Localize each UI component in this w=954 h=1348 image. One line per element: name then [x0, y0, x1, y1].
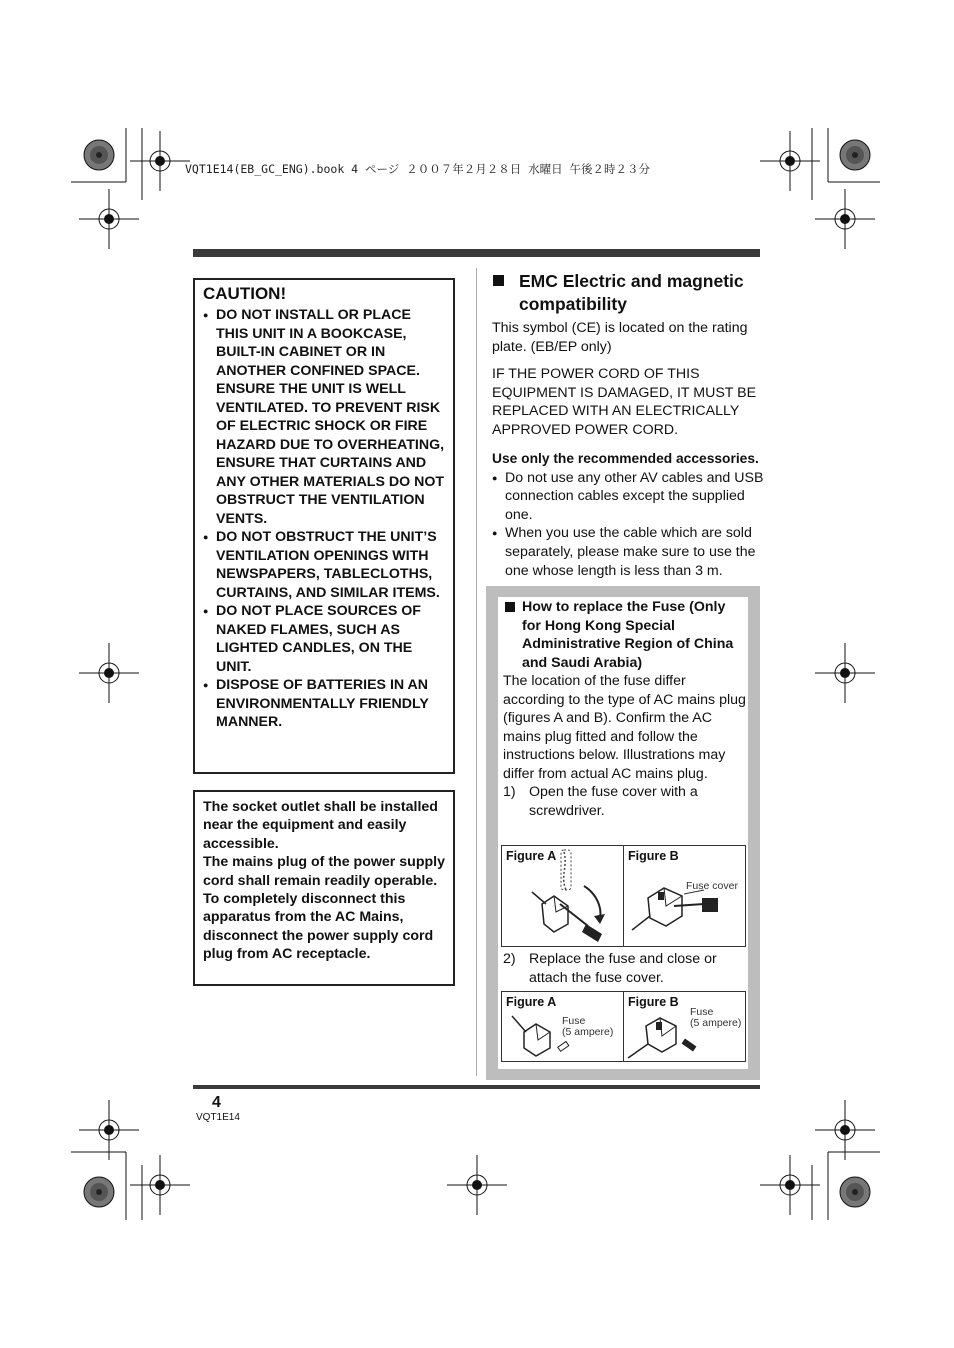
fuse-intro: The location of the fuse differ according to the type of AC mains plug (figures A and B). Confirm the AC mains plug fitted and follow the instructions below. Illustrations may differ from actual AC mains plug.	[503, 673, 746, 782]
column-divider	[476, 268, 477, 1076]
page-number: 4	[212, 1094, 221, 1111]
figure-row-open-cover	[501, 845, 746, 947]
fuse-label: Fuse	[562, 1015, 586, 1027]
step-text: Open the fuse cover with a screwdriver.	[529, 784, 698, 819]
step-text: Replace the fuse and close or attach the fuse cover.	[529, 951, 717, 986]
socket-notice-box	[193, 790, 455, 986]
figure-a-open	[502, 846, 623, 946]
square-bullet-icon	[493, 275, 504, 286]
figure-label: Figure B	[628, 849, 679, 863]
emc-title-text: EMC Electric and magnetic compatibility	[519, 271, 744, 314]
accessories-item: ● Do not use any other AV cables and USB connection cables except the supplied one.	[492, 469, 764, 525]
accessories-section	[492, 450, 764, 580]
socket-line: The mains plug of the power supply cord shall remain readily operable.	[203, 854, 445, 889]
socket-line: To completely disconnect this apparatus from the AC Mains, disconnect the power supply cord plug from AC receptacle.	[203, 891, 434, 963]
plug-fuse-b-illustration	[624, 992, 746, 1062]
plug-fuse-illustration	[502, 992, 622, 1062]
emc-heading	[493, 270, 763, 316]
caution-item: ● DO NOT INSTALL OR PLACE THIS UNIT IN A BOOKCASE, BUILT-IN CABINET OR IN ANOTHER CONFINED SPACE. ENSURE THE UNIT IS WELL VENTILATED. TO PREVENT RISK OF ELECTRIC SHOCK OR FIRE HAZARD DUE TO OVERHEATING, ENSURE THAT CURTAINS AND ANY OTHER MATERIALS DO NOT OBSTRUCT THE VENTILATION VENTS.	[203, 306, 445, 528]
fuse-title	[503, 598, 748, 672]
accessories-item: ● When you use the cable which are sold separately, please make sure to use the one whose length is less than 3 m.	[492, 524, 764, 580]
ce-symbol-text: This symbol (CE) is located on the rating plate. (EB/EP only)	[492, 320, 748, 355]
fuse-label: Fuse	[690, 1006, 714, 1018]
step-number: 1)	[503, 784, 516, 800]
fuse-step-2	[503, 950, 748, 987]
fuse-step-2-wrap	[503, 950, 748, 987]
socket-line: The socket outlet shall be installed near the equipment and easily accessible.	[203, 799, 438, 852]
fuse-ampere-label: (5 ampere)	[690, 1017, 742, 1029]
power-cord-paragraph	[492, 365, 764, 439]
bottom-rule	[193, 1085, 760, 1089]
fuse-step-1	[503, 783, 748, 820]
ce-symbol-paragraph	[492, 319, 764, 356]
figure-label: Figure A	[506, 995, 557, 1009]
top-rule	[193, 249, 760, 257]
accessories-heading: Use only the recommended accessories.	[492, 451, 759, 466]
accessories-list	[492, 469, 764, 581]
figure-b-open	[623, 846, 745, 946]
fuse-ampere-label: (5 ampere)	[562, 1026, 614, 1038]
figure-label: Figure B	[628, 995, 679, 1009]
caution-item: ● DISPOSE OF BATTERIES IN AN ENVIRONMENTALLY FRIENDLY MANNER.	[203, 676, 445, 732]
file-header: VQT1E14(EB_GC_ENG).book 4 ページ ２００７年２月２８日 水曜日 午後２時２３分	[185, 162, 651, 176]
caution-item: ● DO NOT PLACE SOURCES OF NAKED FLAMES, SUCH AS LIGHTED CANDLES, ON THE UNIT.	[203, 602, 445, 676]
caution-title: CAUTION!	[203, 284, 287, 303]
caution-box	[193, 278, 455, 774]
power-cord-text: IF THE POWER CORD OF THIS EQUIPMENT IS DAMAGED, IT MUST BE REPLACED WITH AN ELECTRICALLY APPROVED POWER CORD.	[492, 366, 757, 438]
figure-row-replace-fuse	[501, 991, 746, 1062]
fuse-instructions	[503, 598, 748, 820]
caution-item: ● DO NOT OBSTRUCT THE UNIT’S VENTILATION OPENINGS WITH NEWSPAPERS, TABLECLOTHS, CURTAINS, AND SIMILAR ITEMS.	[203, 528, 445, 602]
figure-b-replace	[623, 992, 745, 1061]
document-code: VQT1E14	[196, 1112, 240, 1123]
square-bullet-icon	[505, 602, 515, 612]
figure-a-replace	[502, 992, 623, 1061]
fuse-title-text: How to replace the Fuse (Only for Hong Kong Special Administrative Region of China and Saudi Arabia)	[522, 599, 734, 671]
caution-list	[203, 306, 445, 732]
plug-screwdriver-illustration	[502, 846, 622, 946]
figure-label: Figure A	[506, 849, 557, 863]
fuse-cover-label: Fuse cover	[686, 880, 738, 892]
step-number: 2)	[503, 951, 516, 967]
plug-fuse-cover-illustration	[624, 846, 746, 946]
